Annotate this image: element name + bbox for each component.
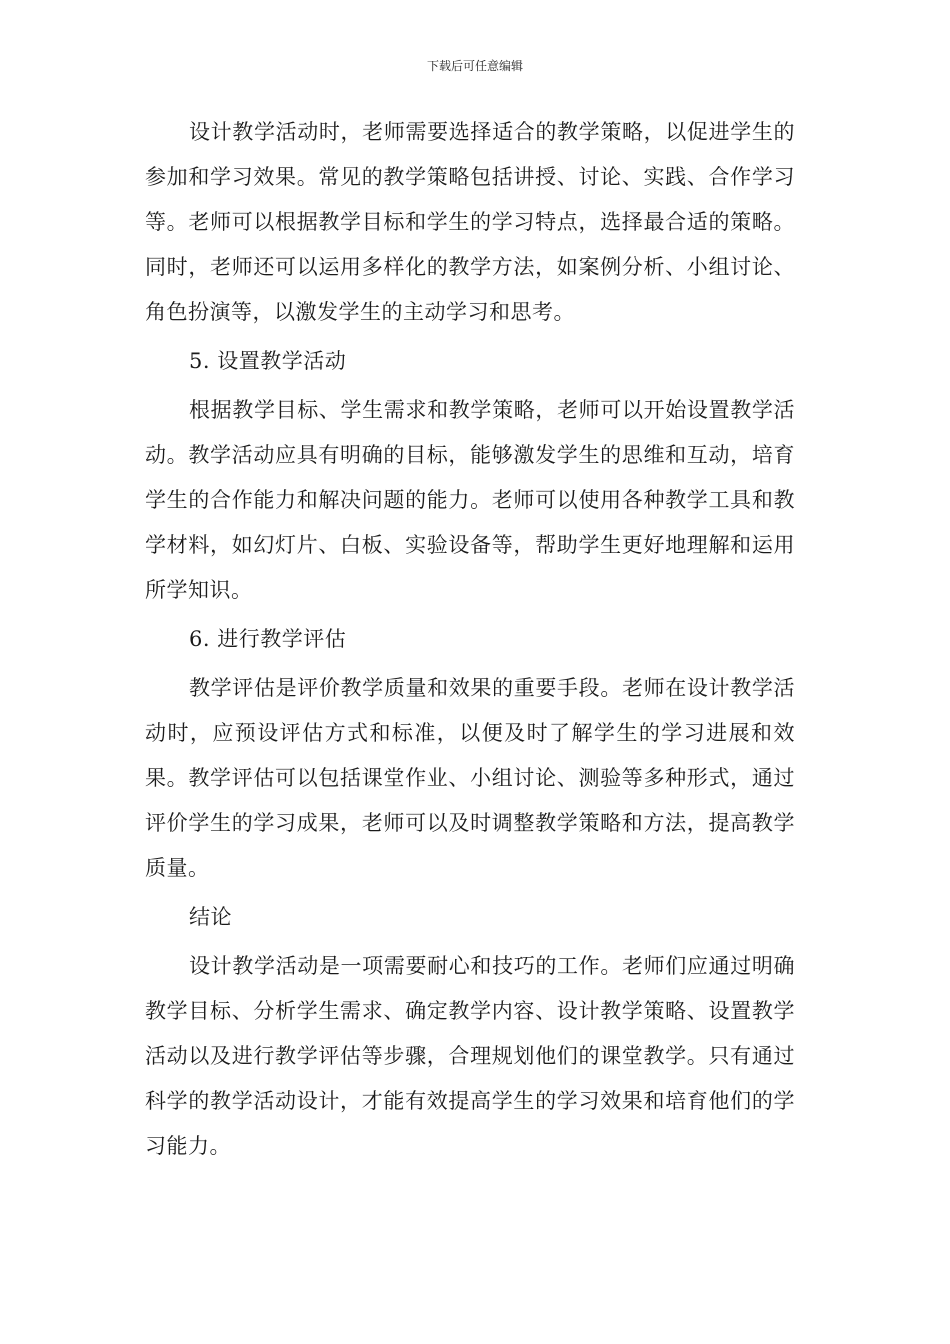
heading-section-6: 6. 进行教学评估: [189, 627, 347, 651]
heading-conclusion: 结论: [189, 905, 232, 929]
paragraph-set-activities: 根据教学目标、学生需求和教学策略，老师可以开始设置教学活动。教学活动应具有明确的目标，能够激发学生的思维和互动，培育学生的合作能力和解决问题的能力。老师可以使用各种教学工具和教学材料，如幻灯片、白板、实验设备等，帮助学生更好地理解和运用所学知识。: [145, 398, 795, 602]
heading-section-5: 5. 设置教学活动: [189, 349, 347, 373]
page-header-note: 下载后可任意编辑: [426, 59, 523, 73]
paragraph-conclusion: 设计教学活动是一项需要耐心和技巧的工作。老师们应通过明确教学目标、分析学生需求、确定教学内容、设计教学策略、设置教学活动以及进行教学评估等步骤，合理规划他们的课堂教学。只有通过科学的教学活动设计，才能有效提高学生的学习效果和培育他们的学习能力。: [145, 954, 795, 1158]
paragraph-teaching-strategy: 设计教学活动时，老师需要选择适合的教学策略，以促进学生的参加和学习效果。常见的教学策略包括讲授、讨论、实践、合作学习等。老师可以根据教学目标和学生的学习特点，选择最合适的策略。同时，老师还可以运用多样化的教学方法，如案例分析、小组讨论、角色扮演等，以激发学生的主动学习和思考。: [145, 120, 795, 324]
document-body: [145, 110, 795, 1169]
paragraph-evaluation: 教学评估是评价教学质量和效果的重要手段。老师在设计教学活动时，应预设评估方式和标准，以便及时了解学生的学习进展和效果。教学评估可以包括课堂作业、小组讨论、测验等多种形式，通过评价学生的学习成果，老师可以及时调整教学策略和方法，提高教学质量。: [145, 676, 795, 880]
